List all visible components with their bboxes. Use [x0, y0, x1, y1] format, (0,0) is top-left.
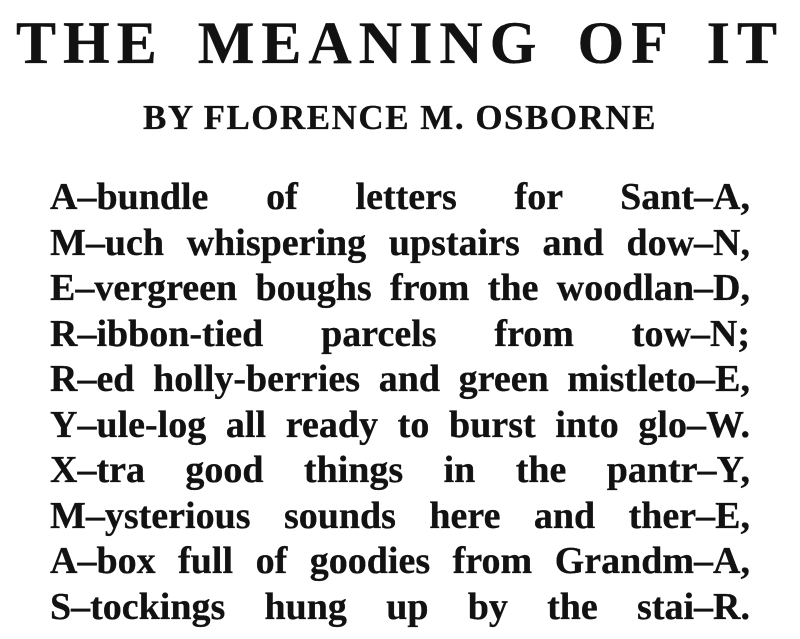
- poem-body: [0, 175, 800, 630]
- byline: BY FLORENCE M. OSBORNE: [143, 98, 657, 137]
- poem-line: S–tockings hung up by the stai–R.: [50, 585, 750, 628]
- poem-line: M–uch whispering upstairs and dow–N,: [50, 221, 750, 264]
- poem-line: Y–ule-log all ready to burst into glo–W.: [50, 403, 750, 446]
- poem-line: X–tra good things in the pantr–Y,: [50, 449, 750, 491]
- poem-line: M–ysterious sounds here and ther–E,: [50, 494, 750, 537]
- poem-line: R–ibbon-tied parcels from tow–N;: [50, 312, 750, 355]
- page-title: THE MEANING OF IT: [16, 10, 784, 76]
- poem-line: R–ed holly-berries and green mistleto–E,: [50, 358, 750, 400]
- poem-line: E–vergreen boughs from the woodlan–D,: [50, 267, 750, 309]
- poem-line: A–bundle of letters for Sant–A,: [50, 176, 750, 218]
- poem-line: A–box full of goodies from Grandm–A,: [50, 540, 750, 582]
